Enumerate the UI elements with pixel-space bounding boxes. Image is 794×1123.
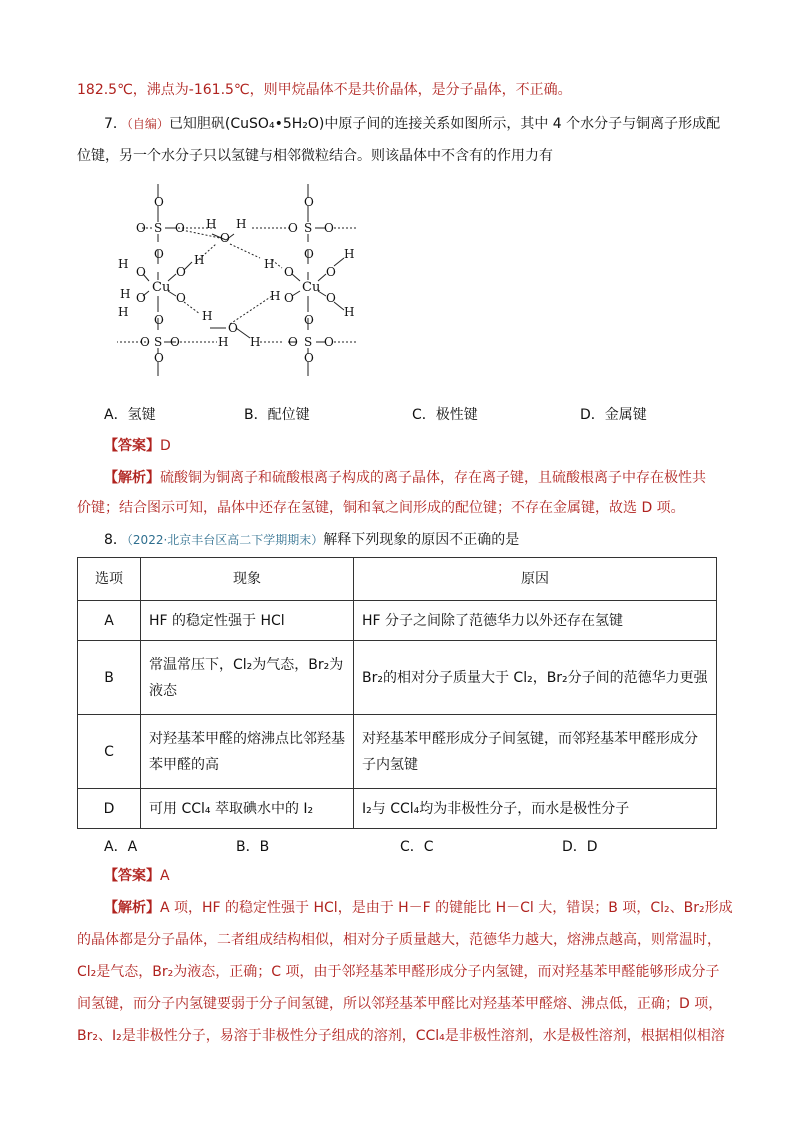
s-atom: S bbox=[154, 221, 163, 235]
o-atom: O bbox=[304, 247, 314, 261]
q8-option-b: B．B bbox=[236, 839, 270, 855]
s-atom: S bbox=[304, 221, 313, 235]
q7-tag: （自编） bbox=[126, 117, 169, 131]
q7-answer bbox=[104, 436, 171, 456]
q8-stem bbox=[104, 530, 519, 550]
h-atom: H bbox=[270, 289, 281, 303]
o-atom: O bbox=[284, 291, 294, 305]
table-cell-option: C bbox=[78, 715, 141, 789]
q7-stem-line1 bbox=[104, 114, 720, 134]
table-header-row bbox=[78, 558, 717, 601]
o-atom: O bbox=[326, 291, 336, 305]
q7-text-line1: 已知胆矾(CuSO₄•5H₂O)中原子间的连接关系如图所示，其中 4 个水分子与铜离子形成配 bbox=[168, 116, 721, 132]
table-header: 选项 bbox=[78, 558, 141, 601]
q7-number: 7． bbox=[104, 116, 127, 132]
h-atom: H bbox=[218, 335, 229, 349]
o-atom: O bbox=[326, 265, 336, 279]
q8-option-a: A．A bbox=[104, 839, 138, 855]
h-atom: H bbox=[250, 335, 261, 349]
q8-option-c: C．C bbox=[400, 839, 434, 855]
o-atom: O bbox=[175, 221, 185, 235]
q7-option-d: D．金属键 bbox=[580, 407, 647, 423]
table-cell-phenomenon: HF 的稳定性强于 HCl bbox=[141, 601, 354, 641]
o-atom: O bbox=[288, 335, 298, 349]
cu-atom: Cu bbox=[152, 280, 171, 295]
table-cell-phenomenon: 常温常压下，Cl₂为气态，Br₂为液态 bbox=[141, 641, 354, 715]
analysis-label: 【解析】 bbox=[104, 470, 160, 486]
table-header: 现象 bbox=[141, 558, 354, 601]
o-atom: O bbox=[304, 313, 314, 327]
q8-option-d: D．D bbox=[562, 839, 598, 855]
answer-label: 【答案】 bbox=[104, 438, 160, 454]
q8-analysis-line4: 间氢键，而分子内氢键要弱于分子间氢键，所以邻羟基苯甲醛比对羟基苯甲醛熔、沸点低，正确；D 项， bbox=[77, 996, 723, 1012]
o-atom: O bbox=[324, 221, 334, 235]
o-atom: O bbox=[288, 221, 298, 235]
table-row bbox=[78, 715, 717, 789]
o-atom: O bbox=[304, 195, 314, 209]
h-atom: H bbox=[118, 257, 129, 271]
table-cell-reason: I₂与 CCl₄均为非极性分子，而水是极性分子 bbox=[354, 789, 717, 829]
h-atom: H bbox=[202, 309, 213, 323]
table-cell-phenomenon: 对羟基苯甲醛的熔沸点比邻羟基苯甲醛的高 bbox=[141, 715, 354, 789]
table-row bbox=[78, 641, 717, 715]
table-cell-reason: HF 分子之间除了范德华力以外还存在氢键 bbox=[354, 601, 717, 641]
o-atom: O bbox=[136, 265, 146, 279]
table-row bbox=[78, 789, 717, 829]
analysis-text: 硫酸铜为铜离子和硫酸根离子构成的离子晶体，存在离子键，且硫酸根离子中存在极性共 bbox=[160, 470, 706, 486]
table-row bbox=[78, 601, 717, 641]
q8-number: 8． bbox=[104, 532, 127, 548]
table-cell-phenomenon: 可用 CCl₄ 萃取碘水中的 I₂ bbox=[141, 789, 354, 829]
o-atom: O bbox=[170, 335, 180, 349]
q8-table bbox=[77, 557, 717, 829]
o-atom: O bbox=[140, 335, 150, 349]
table-cell-option: B bbox=[78, 641, 141, 715]
analysis-text: A 项，HF 的稳定性强于 HCl，是由于 H－F 的键能比 H－Cl 大，错误；B 项，Cl₂、Br₂形成 bbox=[160, 900, 733, 916]
o-atom: O bbox=[176, 265, 186, 279]
h-atom: H bbox=[344, 305, 355, 319]
table-cell-option: D bbox=[78, 789, 141, 829]
q7-option-b: B．配位键 bbox=[244, 407, 310, 423]
h-atom: H bbox=[120, 287, 131, 301]
o-atom: O bbox=[136, 221, 146, 235]
q8-source: （2022·北京丰台区高二下学期期末） bbox=[126, 533, 324, 547]
q8-text: 解释下列现象的原因不正确的是 bbox=[323, 532, 520, 548]
o-atom: O bbox=[136, 291, 146, 305]
o-atom: O bbox=[228, 321, 238, 335]
q7-stem-line2: 位键，另一个水分子只以氢键与相邻微粒结合。则该晶体中不含有的作用力有 bbox=[77, 148, 553, 164]
q7-analysis-line1 bbox=[104, 468, 706, 488]
q8-answer bbox=[104, 866, 170, 886]
analysis-label: 【解析】 bbox=[104, 900, 160, 916]
h-atom: H bbox=[206, 217, 217, 231]
answer-value: D bbox=[160, 438, 171, 454]
q8-analysis-line2: 的晶体都是分子晶体，二者组成结构相似，相对分子质量越大，范德华力越大，熔沸点越高，则常温时， bbox=[77, 932, 721, 948]
s-atom: S bbox=[154, 335, 163, 349]
q8-analysis-line3: Cl₂是气态，Br₂为液态，正确；C 项，由于邻羟基苯甲醛形成分子内氢键，而对羟基苯甲醛能够形成分子 bbox=[77, 964, 720, 980]
h-atom: H bbox=[236, 217, 247, 231]
o-atom: O bbox=[154, 247, 164, 261]
h-atom: H bbox=[344, 247, 355, 261]
o-atom: O bbox=[154, 351, 164, 365]
answer-value: A bbox=[160, 868, 170, 884]
q8-analysis-line1 bbox=[104, 898, 733, 918]
o-atom: O bbox=[324, 335, 334, 349]
o-atom: O bbox=[304, 351, 314, 365]
q7-analysis-line2: 价键；结合图示可知，晶体中还存在氢键，铜和氧之间形成的配位键；不存在金属键，故选 D 项。 bbox=[77, 500, 685, 516]
table-cell-reason: Br₂的相对分子质量大于 Cl₂，Br₂分子间的范德华力更强 bbox=[354, 641, 717, 715]
table-cell-reason: 对羟基苯甲醛形成分子间氢键，而邻羟基苯甲醛形成分子内氢键 bbox=[354, 715, 717, 789]
intro-line: 182.5℃，沸点为-161.5℃，则甲烷晶体不是共价晶体，是分子晶体，不正确。 bbox=[77, 82, 572, 98]
cuso4-structure-diagram bbox=[112, 178, 362, 388]
q8-analysis-line5: Br₂、I₂是非极性分子，易溶于非极性分子组成的溶剂，CCl₄是非极性溶剂，水是极性溶剂，根据相似相溶 bbox=[77, 1028, 725, 1044]
h-atom: H bbox=[118, 305, 129, 319]
o-atom: O bbox=[284, 265, 294, 279]
o-atom: O bbox=[154, 195, 164, 209]
h-atom: H bbox=[264, 257, 275, 271]
o-atom: O bbox=[220, 231, 230, 245]
s-atom: S bbox=[304, 335, 313, 349]
h-atom: H bbox=[194, 253, 205, 267]
o-atom: O bbox=[154, 313, 164, 327]
table-cell-option: A bbox=[78, 601, 141, 641]
q7-option-c: C．极性键 bbox=[412, 407, 478, 423]
table-header: 原因 bbox=[354, 558, 717, 601]
o-atom: O bbox=[176, 291, 186, 305]
answer-label: 【答案】 bbox=[104, 868, 160, 884]
cu-atom: Cu bbox=[302, 280, 321, 295]
q7-option-a: A．氢键 bbox=[104, 407, 156, 423]
